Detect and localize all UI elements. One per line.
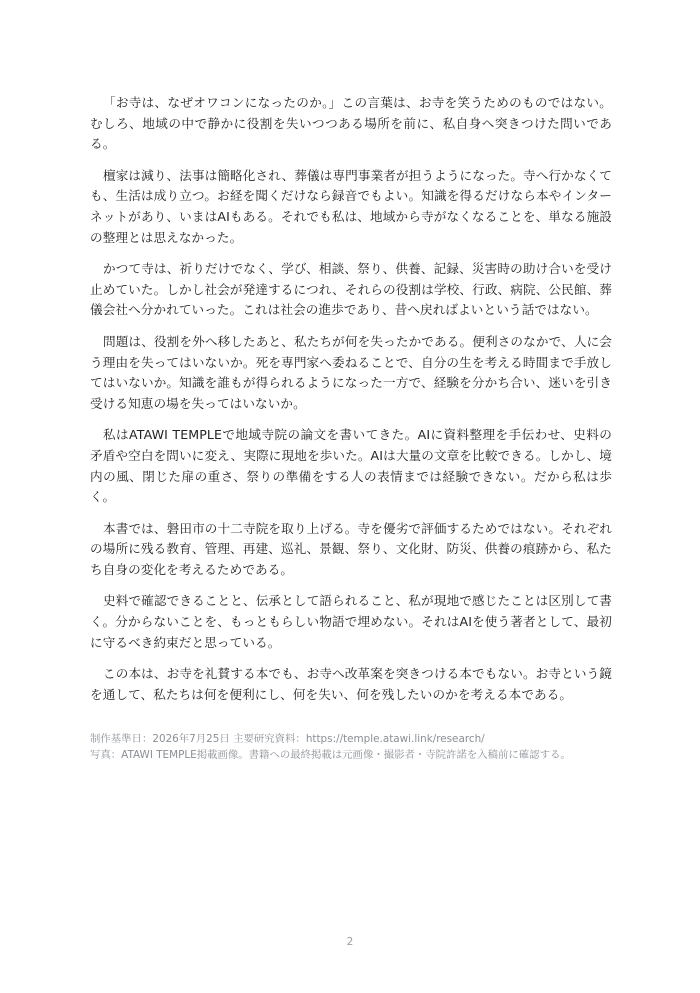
page-number: 2: [346, 936, 354, 948]
paragraph-8: この本は、お寺を礼賛する本でも、お寺へ改革案を突きつける本でもない。お寺という鏡を通して、私たちは何を便利にし、何を失い、何を残したいのかを考える本である。: [90, 666, 612, 702]
paragraph-4: 問題は、役割を外へ移したあと、私たちが何を失ったかである。便利さのなかで、人に会う理由を失ってはいないか。死を専門家へ委ねることで、自分の生を考える時間まで手放してはいないか。知識を誰もが得られるようになった一方で、経験を分かち合い、迷いを引き受ける知恵の場を失ってはいないか。: [90, 333, 612, 411]
paragraph-7: 史料で確認できることと、伝承として語られること、私が現地で感じたことは区別して書く。分からないことを、もっともらしい物語で埋めない。それはAIを使う著者として、最初に守るべき約束だと思っている。: [90, 593, 612, 650]
photo-credit-note: 写真：ATAWI TEMPLE掲載画像。書籍への最終掲載は元画像・撮影者・寺院許諾を入稿前に確認する。: [90, 748, 571, 761]
paragraph-6: 本書では、磐田市の十二寺院を取り上げる。寺を優劣で評価するためではない。それぞれの場所に残る教育、管理、再建、巡礼、景観、祭り、文化財、防災、供養の痕跡から、私たち自身の変化を考えるためである。: [90, 520, 612, 577]
paragraph-2: 檀家は減り、法事は簡略化され、葬儀は専門事業者が担うようになった。寺へ行かなくても、生活は成り立つ。お経を聞くだけなら録音でもよい。知識を得るだけなら本やインターネットがあり、いまはAIもある。それでも私は、地域から寺がなくなることを、単なる施設の整理とは思えなかった。: [90, 167, 612, 245]
paragraph-1: 「お寺は、なぜオワコンになったのか。」この言葉は、お寺を笑うためのものではない。むしろ、地域の中で静かに役割を失いつつある場所を前に、私自身へ突きつけた問いである。: [90, 95, 612, 152]
paragraph-5: 私はATAWI TEMPLEで地域寺院の論文を書いてきた。AIに資料整理を手伝わせ、史料の矛盾や空白を問いに変え、実際に現地を歩いた。AIは大量の文章を比較できる。しかし、境内の風、閉じた扉の重さ、祭りの準備をする人の表情までは経験できない。だから私は歩く。: [90, 427, 612, 505]
body-text: [90, 93, 612, 716]
production-note: 制作基準日：2026年7月25日 主要研究資料：https://temple.atawi.link/research/: [90, 733, 485, 745]
footnotes: [90, 732, 610, 763]
paragraph-3: かつて寺は、祈りだけでなく、学び、相談、祭り、供養、記録、災害時の助け合いを受け止めていた。しかし社会が発達するにつれ、それらの役割は学校、行政、病院、公民館、葬儀会社へ分かれていった。これは社会の進歩であり、昔へ戻ればよいという話ではない。: [90, 261, 612, 318]
